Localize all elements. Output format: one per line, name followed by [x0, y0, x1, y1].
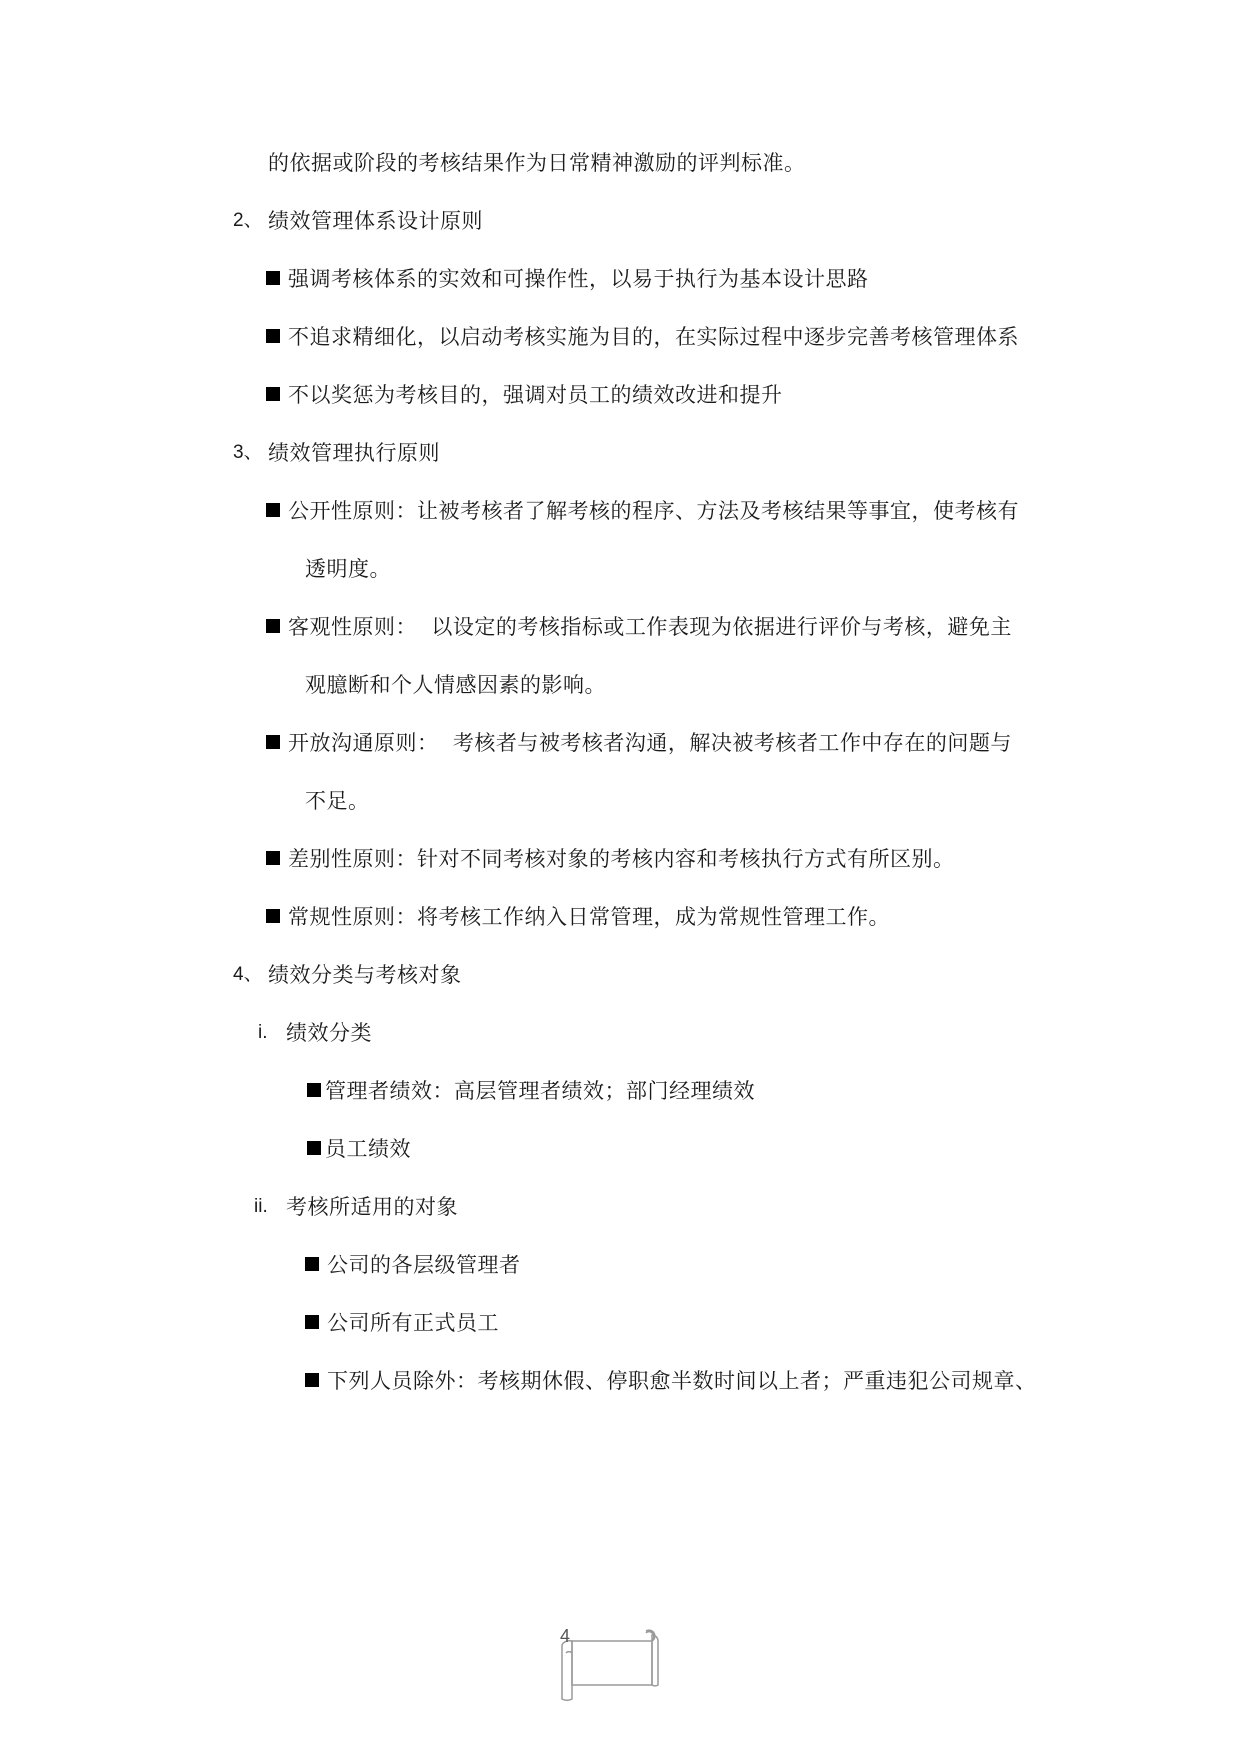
- square-bullet-icon: [305, 1373, 319, 1387]
- list-item: 常规性原则：将考核工作纳入日常管理，成为常规性管理工作。: [266, 902, 890, 932]
- subsection-heading: 考核所适用的对象: [286, 1195, 458, 1219]
- list-item: 公司的各层级管理者: [305, 1250, 521, 1280]
- list-item: 员工绩效: [307, 1134, 411, 1164]
- square-bullet-icon: [266, 851, 280, 865]
- list-item-continuation: 透明度。: [305, 557, 391, 581]
- square-bullet-icon: [266, 619, 280, 633]
- square-bullet-icon: [266, 329, 280, 343]
- list-item: 不以奖惩为考核目的，强调对员工的绩效改进和提升: [266, 380, 783, 410]
- section-heading: 绩效管理体系设计原则: [268, 209, 483, 233]
- square-bullet-icon: [305, 1257, 319, 1271]
- list-item: 强调考核体系的实效和可操作性，以易于执行为基本设计思路: [266, 264, 869, 294]
- square-bullet-icon: [266, 503, 280, 517]
- section-number: 3、: [233, 442, 263, 463]
- list-item: 不追求精细化，以启动考核实施为目的，在实际过程中逐步完善考核管理体系: [266, 322, 1019, 352]
- list-item: 下列人员除外：考核期休假、停职愈半数时间以上者；严重违犯公司规章、: [305, 1366, 1037, 1396]
- page-number: 4: [560, 1626, 571, 1646]
- list-item: 管理者绩效：高层管理者绩效；部门经理绩效: [307, 1076, 755, 1106]
- subsection-number: i.: [258, 1022, 268, 1043]
- subsection-number: ii.: [254, 1196, 268, 1217]
- square-bullet-icon: [266, 909, 280, 923]
- square-bullet-icon: [307, 1083, 321, 1097]
- list-item: 客观性原则： 以设定的考核指标或工作表现为依据进行评价与考核，避免主: [266, 612, 1012, 642]
- square-bullet-icon: [305, 1315, 319, 1329]
- list-item-continuation: 观臆断和个人情感因素的影响。: [305, 673, 606, 697]
- scroll-banner-icon: [560, 1625, 660, 1705]
- section-number: 2、: [233, 210, 263, 231]
- square-bullet-icon: [307, 1141, 321, 1155]
- list-item: 公司所有正式员工: [305, 1308, 499, 1338]
- section-heading: 绩效分类与考核对象: [268, 963, 462, 987]
- list-item: 差别性原则：针对不同考核对象的考核内容和考核执行方式有所区别。: [266, 844, 955, 874]
- paragraph-continuation: 的依据或阶段的考核结果作为日常精神激励的评判标准。: [268, 151, 806, 175]
- section-heading: 绩效管理执行原则: [268, 441, 440, 465]
- list-item: 公开性原则：让被考核者了解考核的程序、方法及考核结果等事宜，使考核有: [266, 496, 1019, 526]
- square-bullet-icon: [266, 271, 280, 285]
- square-bullet-icon: [266, 387, 280, 401]
- subsection-heading: 绩效分类: [286, 1021, 372, 1045]
- list-item: 开放沟通原则： 考核者与被考核者沟通，解决被考核者工作中存在的问题与: [266, 728, 1012, 758]
- section-number: 4、: [233, 964, 263, 985]
- list-item-continuation: 不足。: [305, 789, 370, 813]
- square-bullet-icon: [266, 735, 280, 749]
